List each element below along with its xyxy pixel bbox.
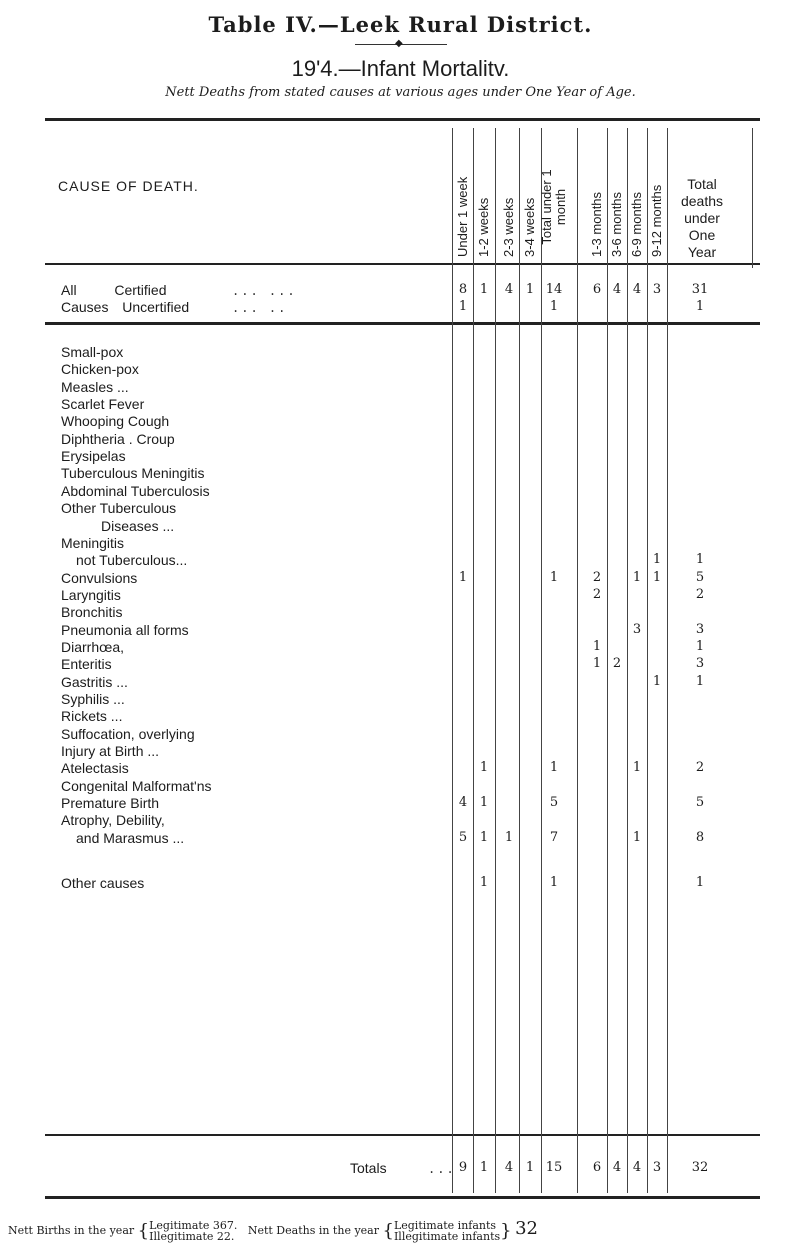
table-cell: 8 xyxy=(695,829,705,845)
table-cell: 1 xyxy=(592,638,602,654)
table-cell: 1 xyxy=(504,829,514,845)
table-cell: 1 xyxy=(632,760,642,776)
table-cell: 1 xyxy=(632,569,642,585)
age-column-header: Under 1 week xyxy=(455,176,470,257)
table-caption: Nett Deaths from stated causes at various ages under One Year of Age. xyxy=(165,85,636,100)
uncertified-label: Uncertified xyxy=(122,299,190,315)
cause-row-label: Rickets ... xyxy=(61,708,123,725)
all-causes-word: All xyxy=(61,282,77,298)
table-cell: 1 xyxy=(479,875,489,891)
table-cell: 2 xyxy=(592,569,602,585)
table-title: Table IV.—Leek Rural District. xyxy=(208,12,593,37)
brace-icon: } xyxy=(500,1220,512,1242)
total-header-line: Total xyxy=(687,176,717,192)
total-header-line: deaths xyxy=(680,193,724,209)
table-cell: 2 xyxy=(695,586,705,602)
cause-row-label: Premature Birth xyxy=(61,795,160,812)
total-column-header xyxy=(672,176,732,261)
table-cell: 3 xyxy=(695,621,705,637)
births-prefix: Nett Births in the year xyxy=(8,1224,135,1237)
age-column-header: Total under 1 month xyxy=(539,169,568,245)
age-column-header: 3-6 months xyxy=(609,191,624,257)
column-separator xyxy=(577,128,578,1193)
cause-row-label: Syphilis ... xyxy=(61,691,125,707)
table-cell: 4 xyxy=(632,282,642,297)
column-separator xyxy=(667,128,668,1193)
age-column-header: 1-3 months xyxy=(589,191,604,257)
table-cell: 1 xyxy=(479,282,489,297)
leader-dots: ... .. xyxy=(232,301,288,315)
all-causes-label-line2 xyxy=(61,299,189,315)
cause-row-label: Measles ... xyxy=(61,378,129,395)
cause-row-label: Gastritis ... xyxy=(61,673,128,690)
cause-row-label: Diarrhœa, xyxy=(61,638,125,655)
table-cell: 1 xyxy=(632,829,642,845)
deaths-total: 32 xyxy=(515,1218,538,1239)
table-cell: 1 xyxy=(525,1160,535,1175)
cause-row-label: Enteritis xyxy=(61,656,112,673)
age-column-header: 2-3 weeks xyxy=(501,197,516,257)
table-cell: 4 xyxy=(612,1160,622,1175)
all-causes-label-line1 xyxy=(61,282,166,298)
table-cell: 7 xyxy=(549,829,559,845)
table-cell: 1 xyxy=(652,673,662,689)
cause-row-label: Injury at Birth ... xyxy=(61,743,160,760)
cause-row-label: Tuberculous Meningitis xyxy=(61,465,205,482)
age-column-header: 9-12 months xyxy=(649,184,664,257)
divider-diamond-icon: ◆ xyxy=(395,38,403,49)
total-header-line: Year xyxy=(687,244,717,260)
table-cell: 15 xyxy=(545,1160,563,1175)
cause-row-label: Erysipelas xyxy=(61,448,126,465)
table-cell: 1 xyxy=(695,552,705,568)
births-legitimate: Legitimate 367. xyxy=(149,1219,238,1232)
table-cell: 1 xyxy=(652,552,662,568)
table-cell: 1 xyxy=(549,569,559,585)
table-cell: 3 xyxy=(652,282,662,297)
table-cell: 6 xyxy=(592,282,602,297)
deaths-legitimate: Legitimate infants xyxy=(393,1219,497,1232)
cause-row-label: Other causes xyxy=(61,875,145,892)
table-cell: 2 xyxy=(612,656,622,672)
cause-row-label: not Tuberculous... xyxy=(76,552,188,569)
table-cell: 1 xyxy=(549,299,559,314)
cause-row-label: Abdominal Tuberculosis xyxy=(61,482,210,499)
births-illegitimate: Illegitimate 22. xyxy=(149,1230,235,1243)
column-separator xyxy=(495,128,496,1193)
table-cell: 4 xyxy=(612,282,622,297)
table-cell: 1 xyxy=(695,875,705,891)
deaths-illegitimate: Illegitimate infants xyxy=(393,1230,501,1243)
table-cell: 1 xyxy=(695,299,705,314)
table-cell: 31 xyxy=(691,282,709,297)
table-cell: 1 xyxy=(525,282,535,297)
cause-row-label: Scarlet Fever xyxy=(61,396,145,413)
table-cell: 3 xyxy=(652,1160,662,1175)
cause-row-label: Meningitis xyxy=(61,534,125,551)
table-cell: 2 xyxy=(592,586,602,602)
cause-row-label: Small-pox xyxy=(61,344,124,360)
total-header-line: under xyxy=(684,210,720,226)
table-cell: 4 xyxy=(504,282,514,297)
table-cell: 1 xyxy=(458,569,468,585)
table-cell: 5 xyxy=(695,795,705,811)
table-cell: 1 xyxy=(479,760,489,776)
cause-row-label: Diphtheria . Croup xyxy=(61,430,175,447)
column-separator xyxy=(519,128,520,1193)
all-causes-rule xyxy=(45,322,760,325)
table-cell: 3 xyxy=(695,656,705,672)
table-cell: 32 xyxy=(691,1160,709,1175)
header-rule xyxy=(45,263,760,265)
table-cell: 2 xyxy=(695,760,705,776)
table-cell: 4 xyxy=(632,1160,642,1175)
totals-rule-top xyxy=(45,1134,760,1136)
deaths-prefix: Nett Deaths in the year xyxy=(247,1224,379,1237)
table-cell: 1 xyxy=(652,569,662,585)
table-cell: 14 xyxy=(545,282,563,297)
cause-row-label: Whooping Cough xyxy=(61,413,170,430)
table-cell: 4 xyxy=(504,1160,514,1175)
footer-note xyxy=(8,1218,538,1242)
cause-row-label: Bronchitis xyxy=(61,604,123,621)
cause-column-header: CAUSE OF DEATH. xyxy=(58,178,199,194)
table-cell: 8 xyxy=(458,282,468,297)
top-rule xyxy=(45,118,760,121)
cause-row-label: Atelectasis xyxy=(61,760,129,777)
table-cell: 1 xyxy=(592,656,602,672)
column-separator xyxy=(752,128,753,268)
certified-label: Certified xyxy=(114,282,167,298)
table-cell: 1 xyxy=(549,875,559,891)
table-cell: 4 xyxy=(458,795,468,811)
table-cell: 1 xyxy=(695,638,705,654)
totals-label: Totals xyxy=(350,1160,387,1176)
table-cell: 5 xyxy=(695,569,705,585)
cause-row-label: Other Tuberculous xyxy=(61,500,177,517)
table-cell: 3 xyxy=(632,621,642,637)
table-cell: 6 xyxy=(592,1160,602,1175)
age-column-header: 1-2 weeks xyxy=(476,197,491,257)
table-subtitle: 19'4.—Infant Mortalitv. xyxy=(291,56,510,81)
table-cell: 1 xyxy=(549,760,559,776)
table-cell: 5 xyxy=(458,829,468,845)
table-cell: 1 xyxy=(479,795,489,811)
cause-row-label: Congenital Malformat'ns xyxy=(61,777,212,794)
cause-row-label: Chicken-pox xyxy=(61,361,139,378)
totals-rule-bottom xyxy=(45,1196,760,1199)
cause-row-label: Atrophy, Debility, xyxy=(61,812,165,829)
table-cell: 1 xyxy=(695,673,705,689)
table-cell: 1 xyxy=(458,299,468,314)
table-cell: 9 xyxy=(458,1160,468,1175)
total-header-line: One xyxy=(688,227,716,243)
cause-row-label: Suffocation, overlying xyxy=(61,725,195,742)
brace-icon: { xyxy=(137,1220,150,1242)
column-separator xyxy=(473,128,474,1193)
cause-row-label: Laryngitis xyxy=(61,586,121,603)
causes-word: Causes xyxy=(61,299,109,315)
cause-row-label: Convulsions xyxy=(61,569,138,586)
leader-dots: ... xyxy=(428,1162,456,1176)
cause-row-label: and Marasmus ... xyxy=(76,829,185,846)
table-cell: 1 xyxy=(479,829,489,845)
cause-row-label: Diseases ... xyxy=(101,517,175,534)
table-cell: 1 xyxy=(479,1160,489,1175)
leader-dots: ... ... xyxy=(232,284,297,298)
cause-row-label: Pneumonia all forms xyxy=(61,621,189,638)
brace-icon: { xyxy=(382,1220,394,1242)
column-separator xyxy=(452,128,453,1193)
table-cell: 5 xyxy=(549,795,559,811)
age-column-header: 6-9 months xyxy=(629,191,644,257)
age-column-header: 3-4 weeks xyxy=(522,197,537,257)
